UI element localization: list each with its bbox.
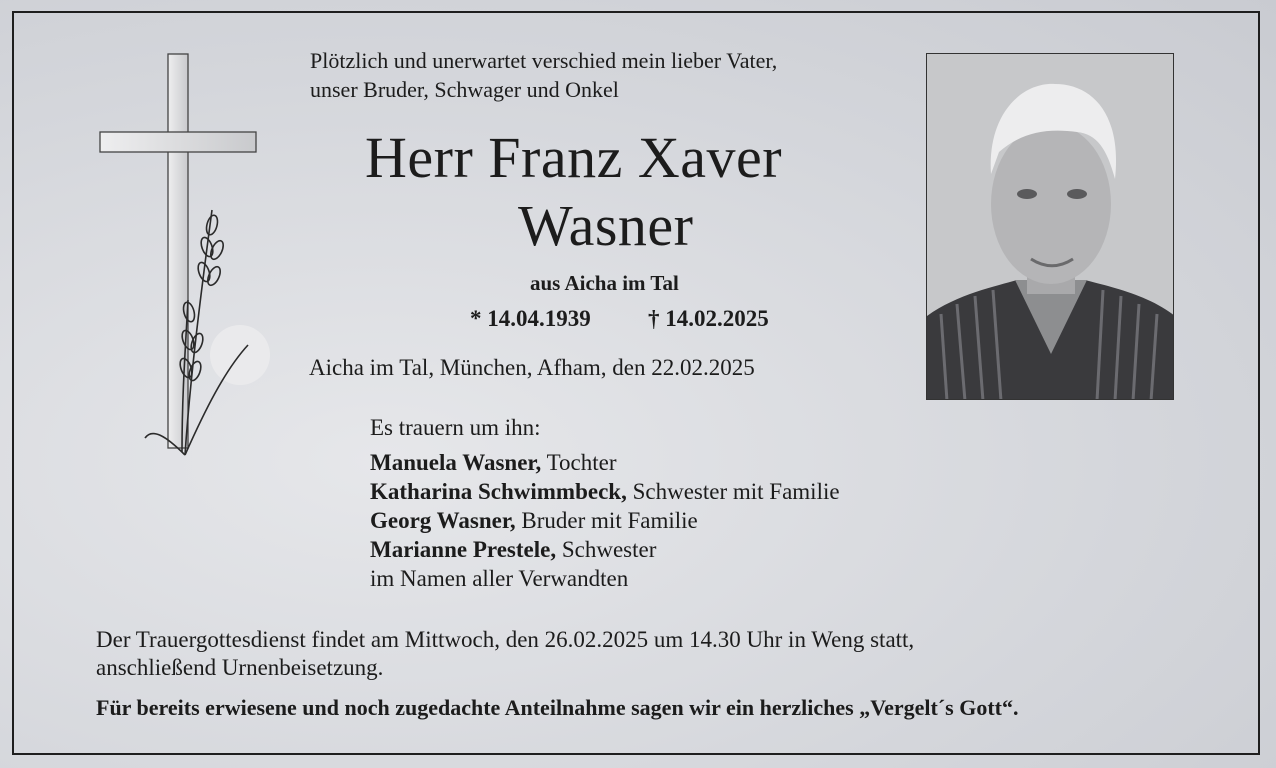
deceased-name-line-2: Wasner	[518, 193, 694, 258]
mourners-heading: Es trauern um ihn:	[370, 415, 541, 440]
service-info	[96, 626, 914, 682]
mourner-name: Georg Wasner,	[370, 508, 516, 533]
portrait-illustration	[927, 54, 1174, 400]
mourner-entry	[370, 537, 656, 563]
thanks-line: Für bereits erwiesene und noch zugedachte Anteilnahme sagen wir ein herzliches „Vergelt´s Gott“.	[96, 695, 1019, 720]
mourner-relation: Bruder mit Familie	[515, 508, 698, 533]
mourner-relation: Tochter	[541, 450, 617, 475]
intro-line-2: unser Bruder, Schwager und Onkel	[310, 77, 619, 102]
mourner-name: Manuela Wasner,	[370, 450, 542, 475]
mourner-entry	[370, 450, 617, 476]
mourner-relation: im Namen aller Verwandten	[370, 566, 629, 591]
place-and-date: Aicha im Tal, München, Afham, den 22.02.2025	[309, 355, 755, 380]
mourner-name: Marianne Prestele,	[370, 537, 557, 562]
mourner-entry	[370, 566, 628, 592]
cross-icon	[90, 50, 280, 470]
mourner-relation: Schwester	[556, 537, 657, 562]
origin-text: aus Aicha im Tal	[530, 271, 679, 295]
deceased-name-line-1: Herr Franz Xaver	[365, 125, 783, 190]
intro-line-1: Plötzlich und unerwartet verschied mein lieber Vater,	[310, 48, 778, 73]
portrait-photo	[926, 53, 1174, 400]
intro-text	[310, 46, 777, 104]
birth-date: * 14.04.1939	[470, 306, 591, 331]
service-line-1: Der Trauergottesdienst findet am Mittwoch, den 26.02.2025 um 14.30 Uhr in Weng statt,	[96, 627, 915, 652]
mourner-entry	[370, 479, 840, 505]
service-line-2: anschließend Urnenbeisetzung.	[96, 655, 384, 680]
death-date: † 14.02.2025	[648, 306, 769, 331]
mourner-relation: Schwester mit Familie	[626, 479, 840, 504]
mourner-entry	[370, 508, 698, 534]
mourner-name: Katharina Schwimmbeck,	[370, 479, 627, 504]
